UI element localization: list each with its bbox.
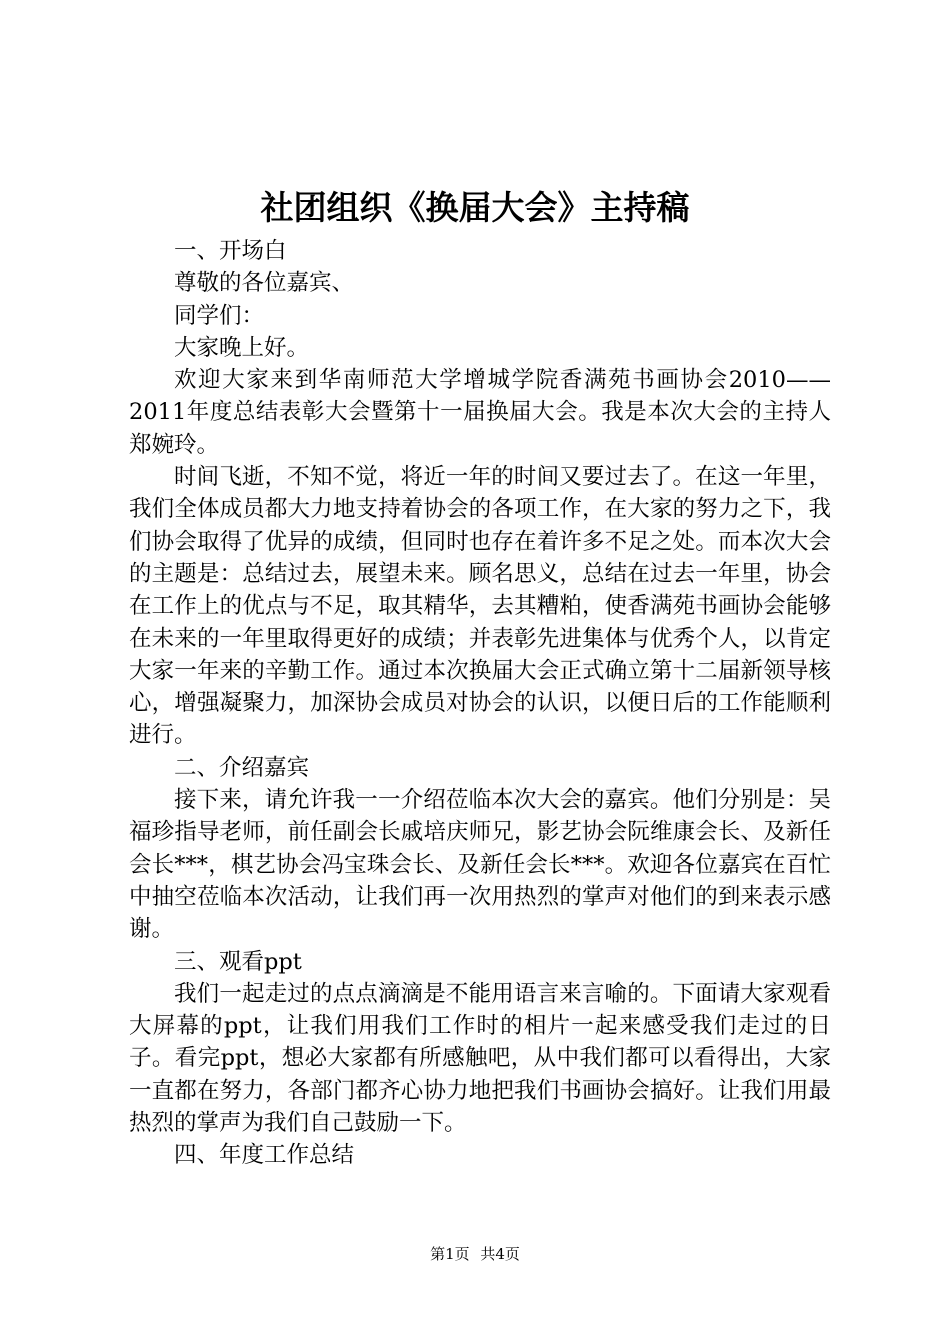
section-heading-opening: 一、开场白 bbox=[174, 238, 287, 264]
section-heading-ppt: 三、观看ppt bbox=[174, 948, 302, 975]
document-title: 社团组织《换届大会》主持稿 bbox=[260, 188, 690, 227]
document-body bbox=[129, 235, 831, 1172]
paragraph-ppt: 我们一起走过的点点滴滴是不能用语言来言喻的。下面请大家观看大屏幕的ppt，让我们用我们工作时的相片一起来感受我们走过的日子。看完ppt，想必大家都有所感触吧，从中我们都可以看得出，大家一直都在努力，各部门都齐心协力地把我们书画协会搞好。让我们用最热烈的掌声为我们自己鼓励一下。 bbox=[129, 980, 831, 1137]
page-total: 共4页 bbox=[480, 1245, 520, 1263]
page-footer bbox=[0, 1243, 950, 1265]
salutation-students: 同学们： bbox=[174, 302, 265, 329]
salutation-guests: 尊敬的各位嘉宾、 bbox=[174, 270, 355, 297]
paragraph-theme: 时间飞逝，不知不觉，将近一年的时间又要过去了。在这一年里，我们全体成员都大力地支持着协会的各项工作，在大家的努力之下，我们协会取得了优异的成绩，但同时也存在着许多不足之处。而本次大会的主题是：总结过去，展望未来。顾名思义，总结在过去一年里，协会在工作上的优点与不足，取其精华，去其糟粕，使香满苑书画协会能够在未来的一年里取得更好的成绩；并表彰先进集体与优秀个人，以肯定大家一年来的辛勤工作。通过本次换届大会正式确立第十二届新领导核心，增强凝聚力，加深协会成员对协会的认识，以便日后的工作能顺利进行。 bbox=[129, 464, 831, 749]
section-heading-guests: 二、介绍嘉宾 bbox=[174, 754, 310, 781]
greeting: 大家晚上好。 bbox=[174, 334, 310, 361]
page-number: 第1页 bbox=[430, 1245, 470, 1263]
paragraph-welcome: 欢迎大家来到华南师范大学增城学院香满苑书画协会2010——2011年度总结表彰大会暨第十一届换届大会。我是本次大会的主持人郑婉玲。 bbox=[129, 367, 831, 458]
paragraph-guests: 接下来，请允许我一一介绍莅临本次大会的嘉宾。他们分别是：吴福珍指导老师，前任副会长戚培庆师兄，影艺协会阮维康会长、及新任会长***，棋艺协会冯宝珠会长、及新任会长***。欢迎各位嘉宾在百忙中抽空莅临本次活动，让我们再一次用热烈的掌声对他们的到来表示感谢。 bbox=[129, 787, 831, 943]
section-heading-summary: 四、年度工作总结 bbox=[174, 1142, 355, 1169]
